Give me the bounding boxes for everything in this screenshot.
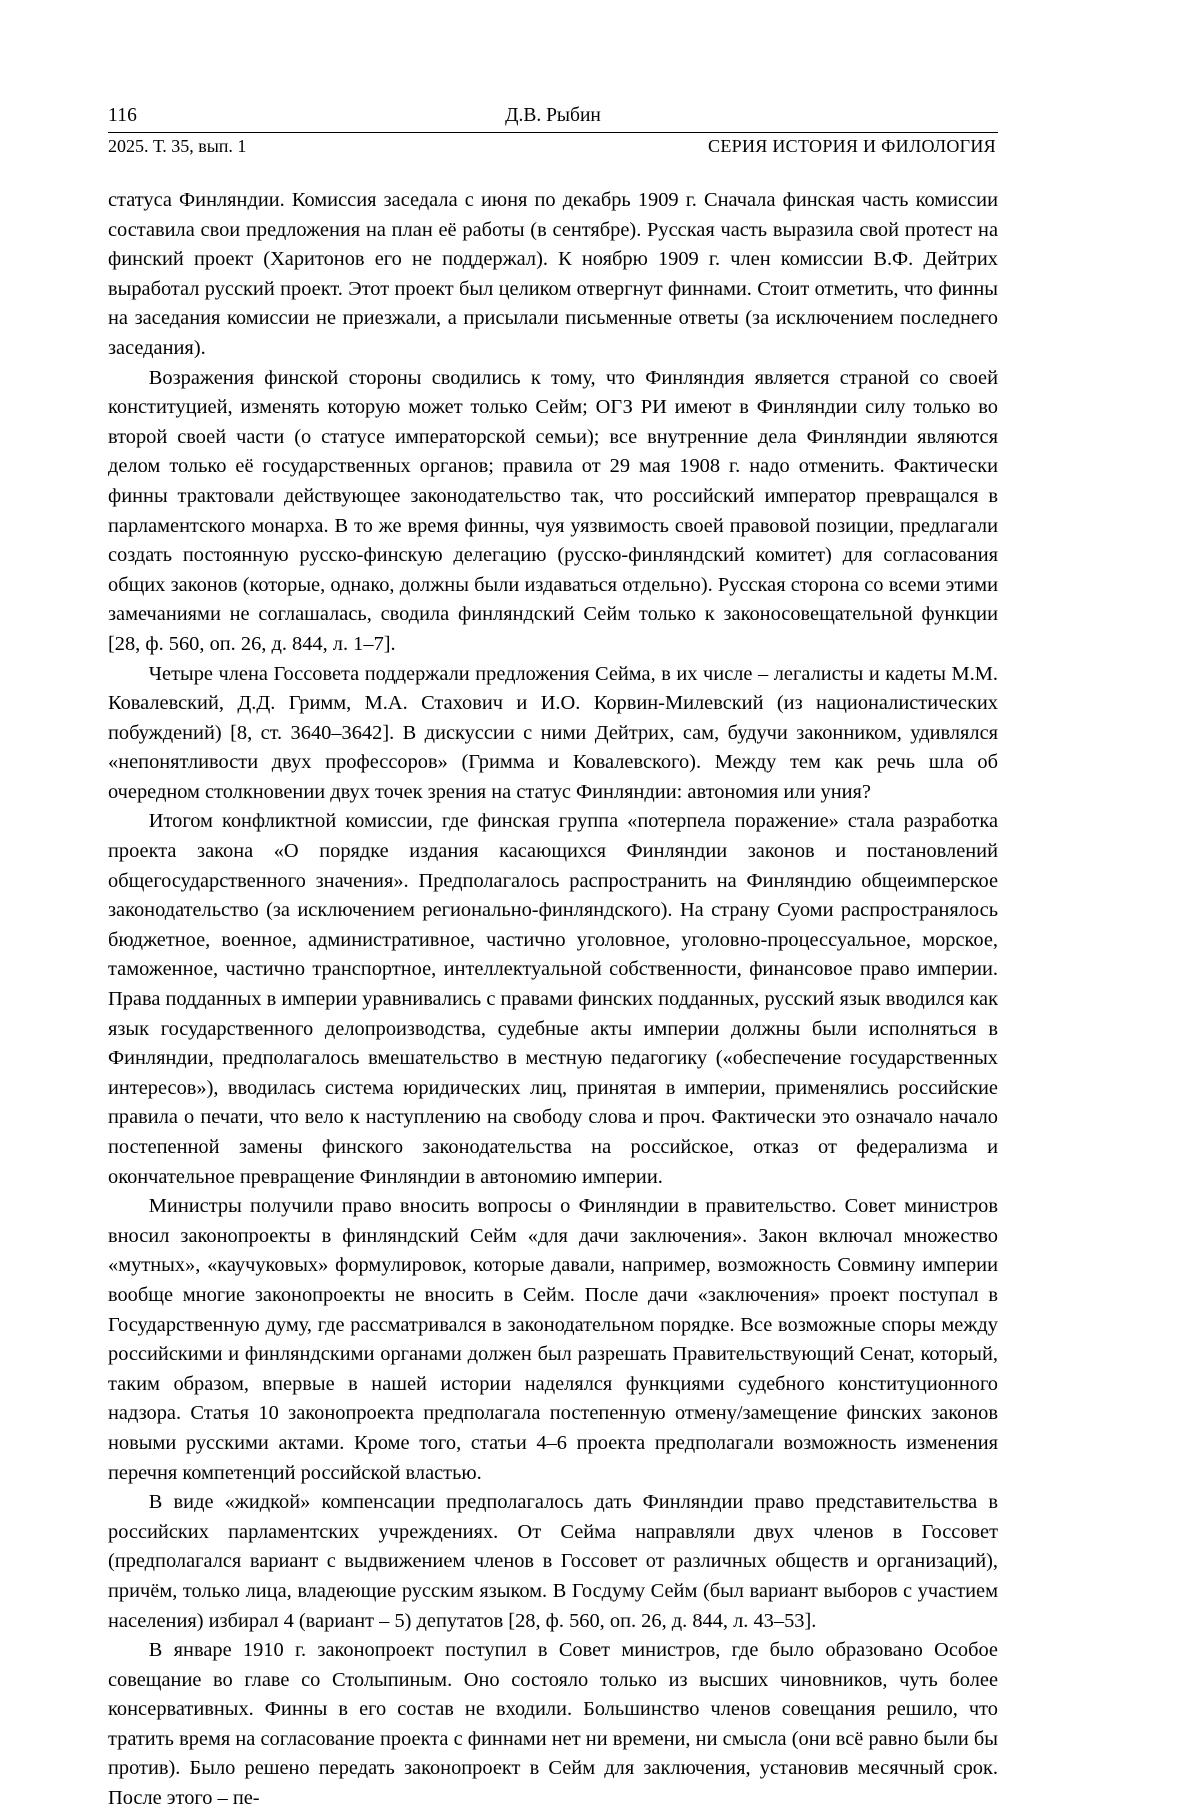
paragraph: Министры получили право вносить вопросы о Финляндии в правительство. Совет министров вносил законопроекты в финляндский Сейм «для дачи заключения». Закон включал множество «мутных», «каучуковых» формулировок, которые давали, например, возможность Совмину империи вообще многие законопроекты не вносить в Сейм. После дачи «заключения» проект поступал в Государственную думу, где рассматривался в законодательном порядке. Все возможные споры между российскими и финляндскими органами должен был разрешать Правительствующий Сенат, который, таким образом, впервые в нашей истории наделялся функциями судебного конституционного надзора. Статья 10 законопроекта предполагала постепенную отмену/замещение финских законов новыми русскими актами. Кроме того, статьи 4–6 проекта предполагали возможность изменения перечня компетенций российской властью.	[108, 1195, 998, 1484]
page-number: 116	[108, 105, 138, 126]
page-header	[108, 104, 998, 128]
paragraph: В январе 1910 г. законопроект поступил в Совет министров, где было образовано Особое совещание во главе со Столыпиным. Оно состояло только из высших чиновников, чуть более консервативных. Финны в его состав не входили. Большинство членов совещания решило, что тратить время на согласование проекта с финнами нет ни времени, ни смысла (они всё равно были бы против). Было решено передать законопроект в Сейм для заключения, установив месячный срок. После этого – пе-	[108, 1639, 998, 1810]
article-body	[108, 186, 998, 1814]
page-content	[108, 104, 998, 1814]
page-subheader	[108, 136, 998, 160]
running-author: Д.В. Рыбин	[505, 105, 601, 126]
paragraph: Возражения финской стороны сводились к тому, что Финляндия является страной со своей конституцией, изменять которую может только Сейм; ОГЗ РИ имеют в Финляндии силу только во второй своей части (о статусе императорской семьи); все внутренние дела Финляндии являются делом только её государственных органов; правила от 29 мая 1908 г. надо отменить. Фактически финны трактовали действующее законодательство так, что российский император превращался в парламентского монарха. В то же время финны, чуя уязвимость своей правовой позиции, предлагали создать постоянную русско-финскую делегацию (русско-финляндский комитет) для согласования общих законов (которые, однако, должны были издаваться отдельно). Русская сторона со всеми этими замечаниями не соглашалась, сводила финляндский Сейм только к законосовещательной функции [28, ф. 560, оп. 26, д. 844, л. 1–7].	[108, 366, 998, 655]
issue-info: 2025. Т. 35, вып. 1	[108, 136, 247, 156]
paragraph: статуса Финляндии. Комиссия заседала с июня по декабрь 1909 г. Сначала финская часть комиссии составила свои предложения на план её работы (в сентябре). Русская часть выразила свой протест на финский проект (Харитонов его не поддержал). К ноябрю 1909 г. член комиссии В.Ф. Дейтрих выработал русский проект. Этот проект был целиком отвергнут финнами. Стоит отметить, что финны на заседания комиссии не приезжали, а присылали письменные ответы (за исключением последнего заседания).	[108, 189, 998, 359]
header-divider	[108, 132, 998, 133]
paragraph: Четыре члена Госсовета поддержали предложения Сейма, в их числе – легалисты и кадеты М.М. Ковалевский, Д.Д. Гримм, М.А. Стахович и И.О. Корвин-Милевский (из националистических побуждений) [8, ст. 3640–3642]. В дискуссии с ними Дейтрих, сам, будучи законником, удивлялся «непонятливости двух профессоров» (Гримма и Ковалевского). Между тем как речь шла об очередном столкновении двух точек зрения на статус Финляндии: автономия или уния?	[108, 662, 998, 803]
paragraph: Итогом конфликтной комиссии, где финская группа «потерпела поражение» стала разработка проекта закона «О порядке издания касающихся Финляндии законов и постановлений общегосударственного значения». Предполагалось распространить на Финляндию общеимперское законодательство (за исключением регионально-финляндского). На страну Суоми распространялось бюджетное, военное, административное, частично уголовное, уголовно-процессуальное, морское, таможенное, частично транспортное, интеллектуальной собственности, финансовое право империи. Права подданных в империи уравнивались с правами финских подданных, русский язык вводился как язык государственного делопроизводства, судебные акты империи должны были исполняться в Финляндии, предполагалось вмешательство в местную педагогику («обеспечение государственных интересов»), вводилась система юридических лиц, принятая в империи, применялись российские правила о печати, что вело к наступлению на свободу слова и проч. Фактически это означало начало постепенной замены финского законодательства на российское, отказ от федерализма и окончательное превращение Финляндии в автономию империи.	[108, 810, 998, 1188]
paragraph: В виде «жидкой» компенсации предполагалось дать Финляндии право представительства в российских парламентских учреждениях. От Сейма направляли двух членов в Госсовет (предполагался вариант с выдвижением членов в Госсовет от различных обществ и организаций), причём, только лица, владеющие русским языком. В Госдуму Сейм (был вариант выборов с участием населения) избирал 4 (вариант – 5) депутатов [28, ф. 560, оп. 26, д. 844, л. 43–53].	[108, 1491, 998, 1632]
series-title: СЕРИЯ ИСТОРИЯ И ФИЛОЛОГИЯ	[708, 136, 996, 156]
